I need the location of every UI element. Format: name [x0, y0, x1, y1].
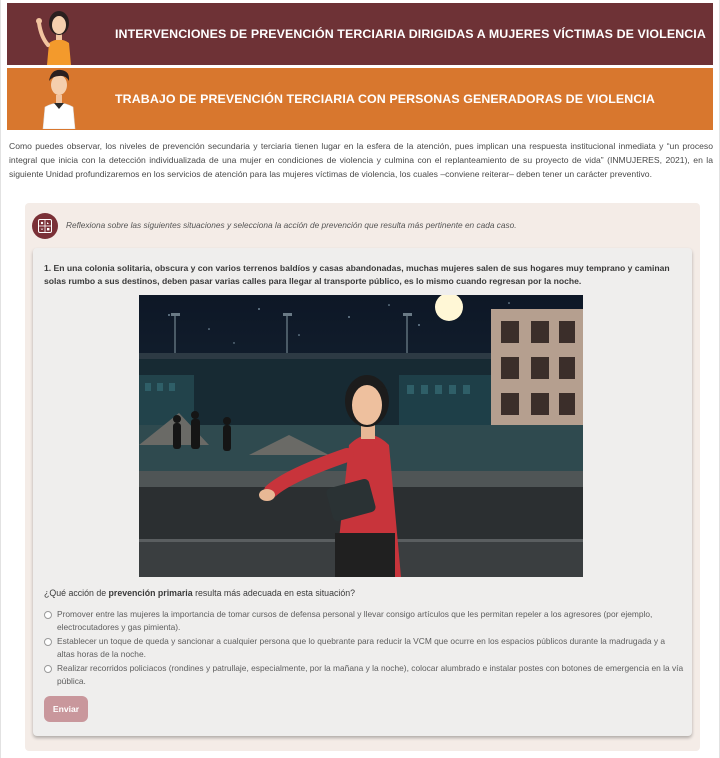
- man-figure-icon: [33, 63, 85, 129]
- radio-button[interactable]: [44, 611, 52, 619]
- question-text: 1. En una colonia solitaria, obscura y con varios terrenos baldíos y casas abandonadas, muchas mujeres salen de sus hogares muy temprano y caminan solas rumbo a sus destinos, deben pasar varias calles para llegar al transporte público, es lo mismo cuando regresan por la noche.: [44, 263, 670, 286]
- intro-paragraph: Como puedes observar, los niveles de prevención secundaria y terciaria tienen lugar en la esfera de la atención, pues implican una respuesta institucional inmediata y “un proceso integral que inicia con la detección individualizada de una mujer en condiciones de violencia y culmina con el replanteamiento de su proyecto de vida” (INMUJERES, 2021), en la siguiente Unidad profundizaremos en los servicios de atención para las mujeres víctimas de violencia, los cuales –conviene reiterar– deben tener un carácter preventivo.: [9, 141, 713, 179]
- radio-button[interactable]: [44, 638, 52, 646]
- banner-aggressors[interactable]: [7, 68, 713, 130]
- question-prompt: ¿Qué acción de prevención primaria resulta más adecuada en esta situación?: [44, 588, 355, 598]
- option-label: Promover entre las mujeres la importancia de tomar cursos de defensa personal y llevar consigo artículos que les permitan repeler a los agresores (por ejemplo, electrocutadores y gas pimienta).: [57, 609, 653, 633]
- prompt-emphasis: prevención primaria: [108, 588, 193, 598]
- submit-button[interactable]: Enviar: [44, 696, 88, 722]
- answer-options: [44, 608, 684, 690]
- activity-panel: [25, 203, 700, 751]
- reflection-icon: [32, 213, 58, 239]
- activity-instruction: Reflexiona sobre las siguientes situaciones y selecciona la acción de prevención que resulta más pertinente en cada caso.: [66, 220, 517, 230]
- option-label: Establecer un toque de queda y sancionar a cualquier persona que lo quebrante para reducir la VCM que ocurre en los espacios públicos durante la madrugada y a altas horas de la noche.: [57, 636, 666, 660]
- question-card: [33, 248, 692, 736]
- option-curfew[interactable]: [44, 635, 684, 661]
- woman-figure-icon: [33, 3, 85, 65]
- option-self-defense[interactable]: [44, 608, 684, 634]
- radio-button[interactable]: [44, 665, 52, 673]
- banner-victims[interactable]: [7, 3, 713, 65]
- night-street-illustration: [139, 295, 583, 577]
- option-police-patrols[interactable]: [44, 662, 684, 688]
- banner-victims-title: INTERVENCIONES DE PREVENCIÓN TERCIARIA DIRIGIDAS A MUJERES VÍCTIMAS DE VIOLENCIA: [115, 27, 706, 41]
- option-label: Realizar recorridos policiacos (rondines y patrullaje, especialmente, por la mañana y la noche), colocar alumbrado e instalar postes con botones de emergencia en la vía pública.: [57, 663, 684, 687]
- banner-aggressors-title: TRABAJO DE PREVENCIÓN TERCIARIA CON PERSONAS GENERADORAS DE VIOLENCIA: [115, 92, 655, 106]
